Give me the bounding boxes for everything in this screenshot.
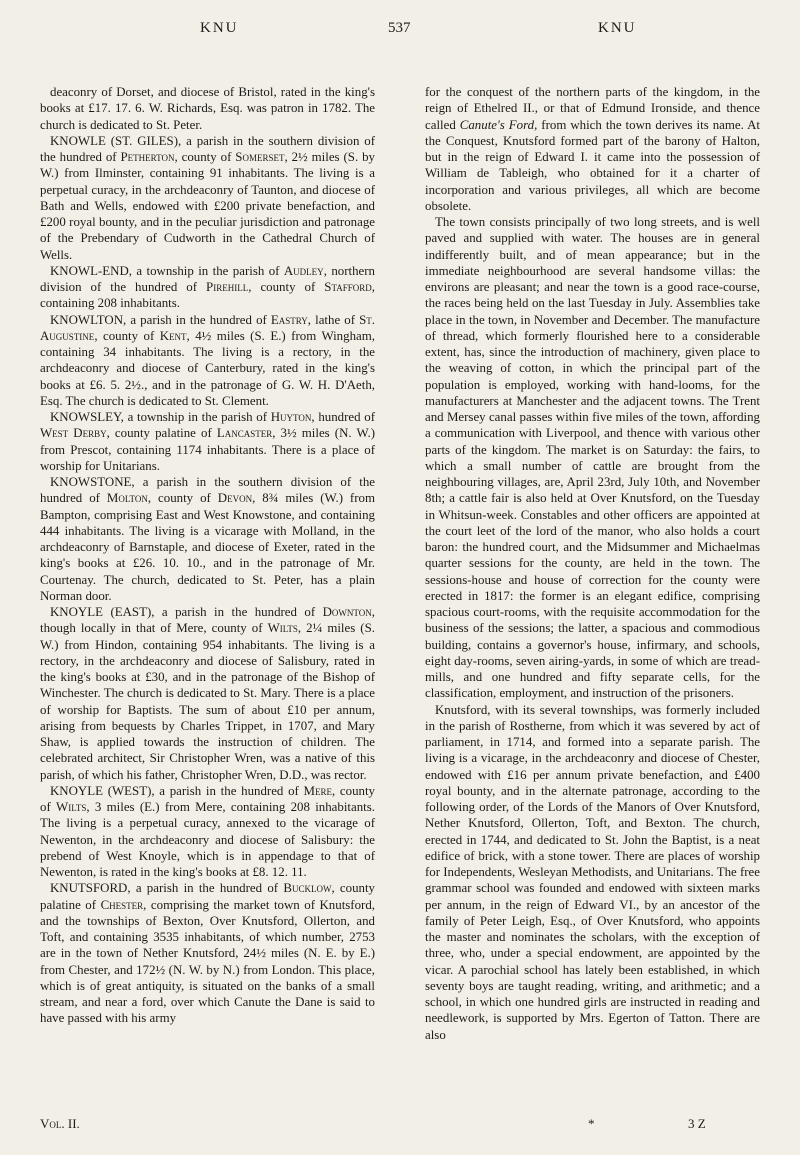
text-run: , 8¾ miles (W.) from Bampton, comprising East and West Knowstone, and containing 444 inhabitants. The living is a vicarage with Molland, in the archdeaconry of Barnstaple, and diocese of Exeter, rated in the king's books at £26. 10. 10., and in the patronage of Mr. Courtenay. The church, dedicated to St. Peter, has a plain Norman door. bbox=[40, 491, 375, 603]
small-caps-place-name: Bucklow bbox=[283, 881, 332, 896]
text-run: KNOWLTON, a parish in the hundred of bbox=[50, 312, 271, 327]
signature-asterisk: * bbox=[588, 1116, 595, 1131]
italic-text: Canute's Ford bbox=[459, 117, 535, 132]
signature-mark: 3 Z bbox=[688, 1116, 706, 1131]
small-caps-place-name: Huyton bbox=[270, 410, 312, 424]
text-run: , county of bbox=[40, 783, 375, 814]
text-run: , county of bbox=[94, 328, 160, 343]
text-run: , containing 208 inhabitants. bbox=[40, 280, 375, 311]
small-caps-place-name: Wilts bbox=[267, 621, 298, 636]
small-caps-place-name: Devon bbox=[217, 491, 253, 506]
page-footer bbox=[40, 1116, 760, 1134]
entry-paragraph bbox=[40, 263, 375, 312]
entry-paragraph bbox=[40, 474, 375, 604]
header-right-word: KNU bbox=[598, 20, 637, 36]
small-caps-place-name: St. Augustine bbox=[40, 312, 375, 343]
small-caps-place-name: Eastry bbox=[270, 312, 308, 327]
volume-label: Vol. II. bbox=[40, 1116, 80, 1131]
text-run: , 2¼ miles (S. W.) from Hindon, containing 954 inhabitants. The living is a rectory, in the archdeaconry and diocese of Salisbury, rated in the king's books at £30, and in the patronage of the Bishop of Winchester. The church is dedicated to St. Mary. There is a place of worship for Baptists. The sum of about £10 per annum, arising from bequests by Charles Trippet, in 1707, and Mary Shaw, is applied towards the instruction of children. The celebrated architect, Sir Christopher Wren, was a native of this parish, of which his father, Christopher Wren, D.D., was rector. bbox=[40, 621, 375, 782]
text-run: , county palatine of bbox=[40, 881, 375, 912]
small-caps-place-name: Wilts bbox=[56, 800, 87, 814]
small-caps-place-name: Chester bbox=[100, 897, 144, 912]
text-run: deaconry of Dorset, and diocese of Bristol, rated in the king's books at £17. 17. 6. W. Richards, Esq. was patron in 1782. The church is dedicated to St. Peter. bbox=[40, 85, 375, 132]
entry-paragraph bbox=[425, 214, 760, 702]
small-caps-place-name: Molton bbox=[106, 491, 148, 506]
text-run: , county of bbox=[248, 280, 325, 294]
text-run: , though locally in that of Mere, county of bbox=[40, 605, 375, 636]
text-run: , county palatine of bbox=[106, 426, 217, 441]
text-run: , from which the town derives its name. At the Conquest, Knutsford formed part of the barony of Halton, but in the reign of Edward I. it came into the possession of William de Tableigh, who obtained for it a charter of incorporation and various privileges, all which are become obsolete. bbox=[425, 117, 760, 213]
page-number: 537 bbox=[388, 20, 411, 36]
text-run: KNOYLE (EAST), a parish in the hundred of bbox=[50, 605, 323, 619]
entry-paragraph bbox=[40, 409, 375, 474]
text-run: , lathe of bbox=[307, 312, 360, 327]
left-text-column bbox=[40, 84, 375, 1027]
text-run: KNUTSFORD, a parish in the hundred of bbox=[50, 881, 284, 896]
small-caps-place-name: Downton bbox=[322, 605, 372, 619]
text-run: Knutsford, with its several townships, was formerly included in the parish of Rostherne, from which it was severed by act of parliament, in 1714, and formed into a separate parish. The living is a vicarage, in the archdeaconry and diocese of Chester, endowed with £16 per annum private benefaction, and £400 royal bounty, and in the alternate patronage, according to the following order, of the Lords of the Manors of Over Knutsford, Nether Knutsford, Ollerton, Toft, and Bexton. The church, erected in 1744, and dedicated to St. John the Baptist, is a neat edifice of brick, with a stone tower. There are places of worship for Independents, Wesleyan Methodists, and Unitarians. The free grammar school was founded and endowed with sixteen marks per annum, in the reign of Edward VI., by an ancestor of the family of Peter Leigh, Esq., of Over Knutsford, who appoints the master and nominates the scholars, with the exception of three, who, under a special endowment, are appointed by the vicar. A parochial school has lately been established, in which seventy boys are taught reading, writing, and arithmetic; and a school, in which one hundred girls are instructed in reading and needlework, is supported by Mrs. Egerton of Tatton. There are also bbox=[425, 702, 760, 1042]
small-caps-place-name: Petherton bbox=[120, 150, 175, 164]
header-left-word: KNU bbox=[200, 20, 239, 36]
text-run: , 3 miles (E.) from Mere, containing 208 inhabitants. The living is a perpetual curacy, annexed to the vicarage of Newenton, in the archdeaconry and diocese of Salisbury: the prebend of West Knoyle, which is in appendage to that of Newenton, is rated in the king's books at £8. 12. 11. bbox=[40, 800, 375, 879]
text-run: , hundred of bbox=[311, 410, 375, 424]
text-run: , northern division of the hundred of bbox=[40, 263, 375, 294]
text-run: , 4½ miles (S. E.) from Wingham, containing 34 inhabitants. The living is a rectory, in the archdeaconry and diocese of Canterbury, rated in the king's books at £6. 5. 2½., and in the patronage of G. W. H. D'Aeth, Esq. The church is dedicated to St. Clement. bbox=[40, 328, 375, 408]
text-run: KNOYLE (WEST), a parish in the hundred of bbox=[50, 783, 304, 798]
small-caps-place-name: Somerset bbox=[235, 150, 285, 164]
text-run: The town consists principally of two long streets, and is well paved and supplied with water. The houses are in general indifferently built, and of mean appearance; but in the immediate neighbourhood are several handsome villas: the environs are pleasant; and near the town is a good race-course, the races being held on the last Tuesday in July. Assemblies take place in the town, in November and December. The manufacture of thread, which formerly flourished here to a considerable extent, has, since the introduction of machinery, given place to the weaving of cotton, in which the principal part of the population is employed, working with hand-looms, for the manufacturers at Manchester and the adjacent towns. The Trent and Mersey canal passes within five miles of the town, affording a communication with Liverpool, and thence with various other parts of the kingdom. The market is on Saturday: the fairs, to which a small number of cattle are brought from the neighbouring villages, are, April 23rd, July 10th, and November 8th; a cattle fair is also held at Over Knutsford, on the Tuesday in Whitsun-week. Constables and other officers are appointed at the court leet of the lord of the manor, who also holds a court baron: the hundred court, and the Midsummer and Michaelmas quarter sessions for the county, are held in the town. The sessions-house and house of correction for the county were erected in 1817: the former is an elegant edifice, comprising spacious court-rooms, with the requisite accommodation for the business of the sessions; the latter, a spacious and commodious building, contains a governor's house, infirmary, and schools, eight day-rooms, seven airing-yards, in some of which are tread-mills, and one hundred and fifty separate cells, for the classification, employment, and instruction of the prisoners. bbox=[425, 215, 760, 701]
text-run: KNOWSTONE, a parish in the southern division of the hundred of bbox=[40, 475, 375, 506]
text-run: , comprising the market town of Knutsford, and the townships of Bexton, Over Knutsford, Ollerton, and Toft, and containing 3535 inhabitants, of which number, 2753 are in the town of Nether Knutsford, 24½ miles (N. E. by E.) from Chester, and 172½ (N. W. by N.) from London. This place, which is of great antiquity, is situated on the banks of a small stream, and near a ford, over which Canute the Dane is said to have passed with his army bbox=[40, 897, 375, 1026]
text-run: , 3½ miles (N. W.) from Prescot, containing 1174 inhabitants. There is a place of worship for Unitarians. bbox=[40, 426, 375, 473]
entry-paragraph bbox=[40, 783, 375, 881]
entry-paragraph bbox=[40, 880, 375, 1026]
entry-paragraph bbox=[40, 133, 375, 263]
small-caps-place-name: West Derby bbox=[40, 426, 107, 441]
small-caps-place-name: Mere bbox=[303, 783, 332, 798]
text-run: KNOWLE (ST. GILES), a parish in the southern division of the hundred of bbox=[40, 133, 375, 164]
entry-paragraph bbox=[425, 702, 760, 1043]
entry-paragraph bbox=[40, 84, 375, 133]
small-caps-place-name: Lancaster bbox=[216, 426, 273, 441]
entry-paragraph bbox=[40, 312, 375, 410]
small-caps-place-name: Audley bbox=[283, 263, 324, 278]
text-run: KNOWSLEY, a township in the parish of bbox=[50, 410, 271, 424]
small-caps-place-name: Pirehill bbox=[206, 280, 249, 294]
text-run: , county of bbox=[174, 150, 236, 164]
text-run: KNOWL-END, a township in the parish of bbox=[50, 263, 284, 278]
text-run: , 2½ miles (S. by W.) from Ilminster, containing 91 inhabitants. The living is a perpetual curacy, in the archdeaconry of Taunton, and diocese of Bath and Wells, endowed with £200 private benefaction, and £200 royal bounty, and in the peculiar jurisdiction and patronage of the Prebendary of Cudworth in the Cathedral Church of Wells. bbox=[40, 150, 375, 262]
entry-paragraph bbox=[40, 604, 375, 783]
small-caps-place-name: Kent bbox=[159, 328, 187, 343]
text-run: , county of bbox=[147, 491, 218, 506]
small-caps-place-name: Stafford bbox=[324, 280, 372, 294]
entry-paragraph bbox=[425, 84, 760, 214]
right-text-column bbox=[425, 84, 760, 1043]
running-header bbox=[40, 20, 760, 44]
text-run: for the conquest of the northern parts of the kingdom, in the reign of Ethelred II., or that of Edmund Ironside, and thence called bbox=[425, 85, 760, 132]
